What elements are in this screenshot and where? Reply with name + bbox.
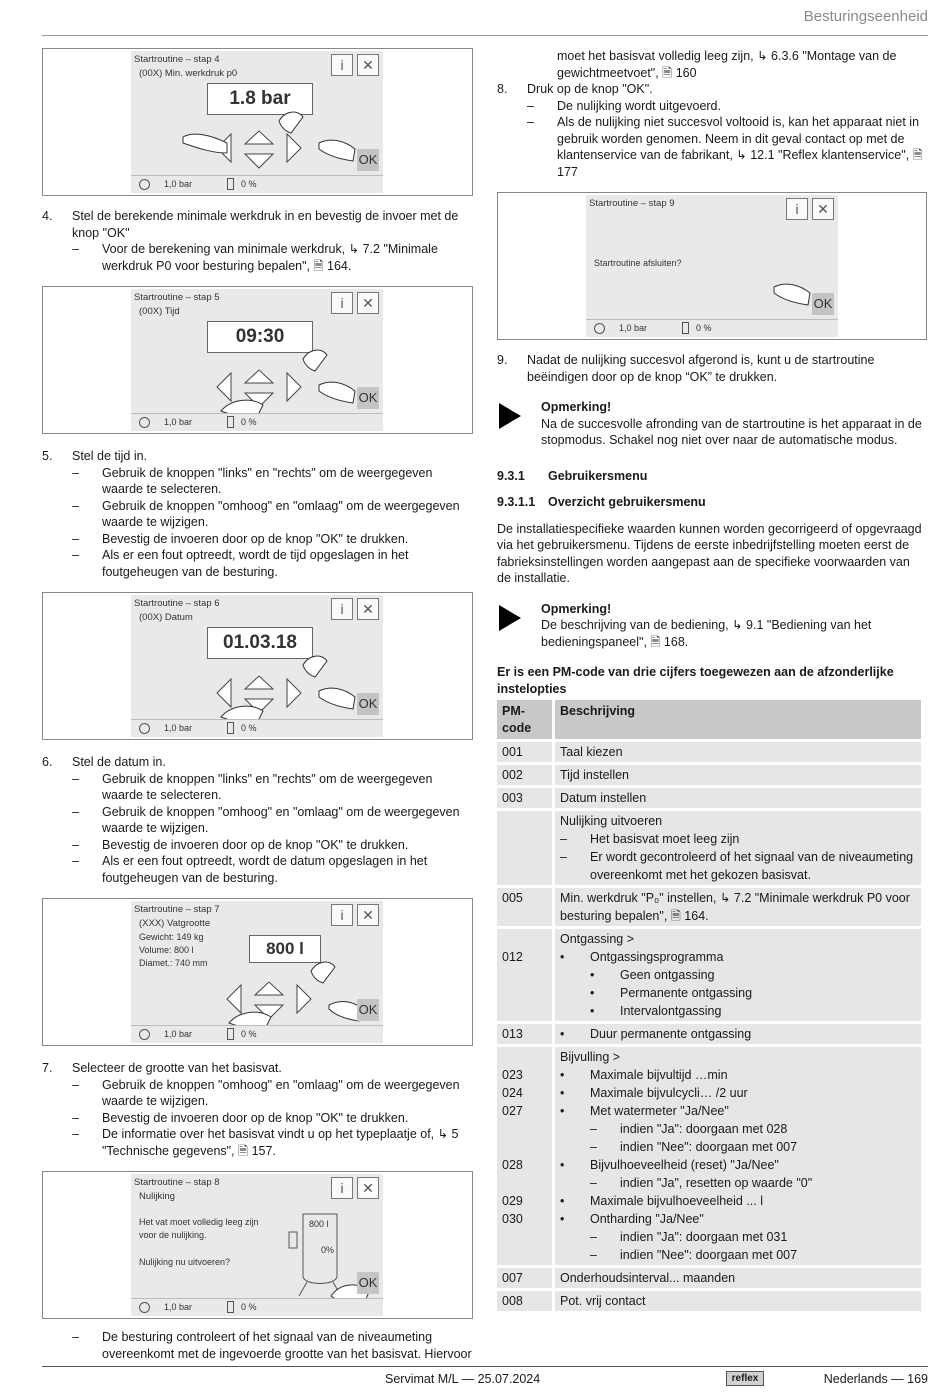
screen-figure-step9 [497, 192, 927, 340]
screen-title: Startroutine – stap 5 [134, 292, 220, 303]
subsection-number: 9.3.1.1 [497, 494, 536, 509]
column-header-description: Beschrijving [555, 700, 921, 739]
display-screen [131, 51, 383, 193]
vessel-illustration-icon [131, 1174, 383, 1316]
list-item: • Ontharding "Ja/Nee" [560, 1212, 704, 1226]
status-bar [131, 1025, 383, 1043]
column-header-code: PM-code [497, 700, 552, 739]
list-item: • Met watermeter "Ja/Nee" [560, 1104, 729, 1118]
navigation-arrows-icon[interactable] [131, 901, 383, 1043]
list-item: • Bijvulhoeveelheid (reset) "Ja/Nee" [560, 1158, 779, 1172]
fill-readout: 0 % [241, 417, 257, 427]
list-item-text: Met watermeter "Ja/Nee" [590, 1104, 729, 1118]
sub-text: Als er een fout optreedt, wordt de datum opgeslagen in het foutgeheugen van de besturing. [102, 854, 428, 885]
status-bar [131, 175, 383, 193]
list-item: – indien "Nee": doorgaan met 007 [590, 1140, 798, 1154]
pressure-readout: 1,0 bar [164, 1302, 193, 1312]
footer-divider [42, 1366, 928, 1367]
vessel-fill-label: 0% [321, 1245, 335, 1255]
info-icon[interactable]: i [331, 1177, 353, 1199]
navigation-arrows-icon[interactable] [131, 51, 383, 193]
list-item-text: Het basisvat moet leeg zijn [590, 832, 740, 846]
step-6-sub-b: – Gebruik de knoppen "omhoog" en "omlaag" om de weergegeven waarde te wijzigen. [72, 804, 460, 835]
screen-subtitle: (00X) Tijd [139, 306, 180, 317]
sub-text: Gebruik de knoppen "links" en "rechts" om de weergegeven waarde te selecteren. [102, 465, 433, 496]
list-item: – Het basisvat moet leeg zijn [560, 832, 740, 846]
note-1 [497, 399, 927, 449]
page-header: Besturingseenheid [803, 8, 928, 25]
table-row [497, 1291, 921, 1311]
step-number: 7. [42, 1061, 53, 1075]
sub-text: Gebruik de knoppen "omhoog" en "omlaag" om de weergegeven waarde te wijzigen. [102, 498, 460, 529]
pressure-readout: 1,0 bar [619, 323, 648, 333]
sub-text: Gebruik de knoppen "omhoog" en "omlaag" om de weergegeven waarde te wijzigen. [102, 804, 460, 835]
section-title: Gebruikersmenu [548, 468, 648, 483]
vessel-weight: Gewicht: 149 kg [139, 932, 204, 942]
list-item: – Er wordt gecontroleerd of het signaal van de niveaumeting overeenkomt met het gekozen basisvat. [560, 850, 914, 882]
list-item-text: indien "Nee": doorgaan met 007 [620, 1248, 798, 1262]
value-field[interactable]: 800 l [249, 935, 321, 963]
step-6-sub-d: – Als er een fout optreedt, wordt de datum opgeslagen in het foutgeheugen van de besturing. [72, 854, 428, 885]
note-arrow-icon [499, 605, 521, 631]
table-row [497, 1268, 921, 1288]
screen-title: Startroutine – stap 6 [134, 598, 220, 609]
pressure-readout: 1,0 bar [164, 723, 193, 733]
pressure-readout: 1,0 bar [164, 179, 193, 189]
step-6-sub-c: – Bevestig de invoeren door op de knop "OK" te drukken. [72, 837, 409, 852]
step-number: 8. [497, 82, 508, 96]
list-item-text: Er wordt gecontroleerd of het signaal van de niveaumeting overeenkomt met het gekozen basisvat. [590, 850, 914, 882]
step-8-sub-b: – Als de nulijking niet succesvol voltooid is, kan het apparaat niet in gebruik worden genomen. Neem in dit geval contact op met de klantenservice van de fabrikant, ↳ 12.1 "Reflex klantenservice", 🗎 177 [527, 115, 923, 179]
step-8-sub-a: – De nulijking wordt uitgevoerd. [527, 98, 721, 113]
table-row [497, 765, 921, 785]
pressure-readout: 1,0 bar [164, 417, 193, 427]
step-7-sub-a: – Gebruik de knoppen "omhoog" en "omlaag" om de weergegeven waarde te wijzigen. [72, 1077, 460, 1108]
pm-description: Tijd instellen [555, 765, 921, 785]
note-2 [497, 601, 927, 651]
vessel-diameter: Diamet.: 740 mm [139, 958, 208, 968]
list-item-text: Maximale bijvulcycli… /2 uur [590, 1086, 748, 1100]
list-item: • Geen ontgassing [590, 968, 715, 982]
sub-text: moet het basisvat volledig leeg zijn, ↳ 6.3.6 "Montage van de gewichtmeetvoet", 🗎 160 [557, 49, 897, 80]
step-text: Nadat de nulijking succesvol afgerond is, kunt u de startroutine beëindigen door op de knop “OK” te drukken. [527, 353, 875, 384]
list-item: • Ontgassingsprogramma [560, 950, 724, 964]
step-text: Selecteer de grootte van het basisvat. [72, 1061, 282, 1075]
pm-code-cell [497, 929, 552, 1021]
sub-text: Gebruik de knoppen "omhoog" en "omlaag" om de weergegeven waarde te wijzigen. [102, 1077, 460, 1108]
step-5-sub-d: – Als er een fout optreedt, wordt de tijd opgeslagen in het foutgeheugen van de besturing. [72, 548, 409, 579]
table-row [497, 1047, 921, 1265]
screen-title: Startroutine – stap 4 [134, 54, 220, 65]
pressure-gauge-icon [594, 323, 605, 334]
sub-text: Gebruik de knoppen "links" en "rechts" om de weergegeven waarde te selecteren. [102, 771, 433, 802]
status-bar [131, 719, 383, 737]
intro-paragraph: De installatiespecifieke waarden kunnen worden gecorrigeerd of opgevraagd via het gebruikersmenu. Tijdens de eerste inbedrijfstelling moeten eerst de fabrieksinstellingen worden aangepast aan de specifieke voorwaarden van de installatie. [497, 521, 922, 585]
pm-code: 013 [497, 1024, 552, 1044]
pm-description: Pot. vrij contact [555, 1291, 921, 1311]
pm-code: 028 [502, 1158, 523, 1172]
fill-readout: 0 % [241, 179, 257, 189]
list-item-text: Maximale bijvulhoeveelheid ... l [590, 1194, 764, 1208]
screen-title: Startroutine – stap 8 [134, 1177, 220, 1188]
vessel-size-label: 800 l [309, 1219, 329, 1229]
pm-code: 002 [497, 765, 552, 785]
fill-level-icon [682, 322, 689, 334]
list-item: – indien "Nee": doorgaan met 007 [590, 1248, 798, 1262]
list-item: • Maximale bijvultijd …min [560, 1068, 728, 1082]
table-row [497, 742, 921, 762]
ok-button[interactable]: OK [357, 387, 379, 409]
pm-code: 007 [497, 1268, 552, 1288]
fill-readout: 0 % [241, 723, 257, 733]
table-row [497, 888, 921, 926]
step-7-sub-c: – De informatie over het basisvat vindt u op het typeplaatje of, ↳ 5 "Technische gegevens", 🗎 157. [72, 1127, 459, 1158]
sub-text: Bevestig de invoeren door op de knop "OK" te drukken. [102, 837, 409, 852]
close-icon[interactable]: ✕ [812, 198, 834, 220]
screen-subtitle: (00X) Min. werkdruk p0 [139, 68, 238, 79]
list-item-text: indien "Nee": doorgaan met 007 [620, 1140, 798, 1154]
screen-subtitle: (XXX) Vatgrootte [139, 918, 211, 929]
note-text: De beschrijving van de bediening, ↳ 9.1 "Bediening van het bedieningspaneel", 🗎 168. [541, 618, 872, 649]
pm-code: 030 [502, 1212, 523, 1226]
item-title: Bijvulling > [560, 1050, 621, 1064]
pm-description: Taal kiezen [555, 742, 921, 762]
screen-title: Startroutine – stap 9 [589, 198, 675, 209]
list-item-text: Geen ontgassing [620, 968, 715, 982]
continued-text [527, 48, 927, 81]
ok-button[interactable]: OK [357, 693, 379, 715]
pm-description [555, 811, 921, 885]
sub-text: Voor de berekening van minimale werkdruk, ↳ 7.2 "Minimale werkdruk P0 voor besturing bepalen", 🗎 164. [102, 242, 438, 273]
brand-logo: reflex [726, 1371, 764, 1386]
step-6 [42, 754, 473, 771]
list-item-text: Ontharding "Ja/Nee" [590, 1212, 704, 1226]
list-item: • Intervalontgassing [590, 1004, 722, 1018]
note-title: Opmerking! [541, 601, 612, 616]
sub-text: De besturing controleert of het signaal van de niveaumeting overeenkomt met de ingevoerde grootte van het basisvat. Hiervoor [102, 1330, 472, 1361]
item-title: Ontgassing > [560, 932, 635, 946]
step-4 [42, 208, 473, 241]
step-number: 5. [42, 449, 53, 463]
pm-code-cell [497, 1047, 552, 1265]
close-icon[interactable]: ✕ [357, 292, 379, 314]
ok-button[interactable]: OK [357, 999, 379, 1021]
status-bar [131, 1298, 383, 1316]
fill-level-icon [227, 1301, 234, 1313]
list-item-text: indien "Ja": doorgaan met 031 [620, 1230, 788, 1244]
pm-code: 029 [502, 1194, 523, 1208]
list-item-text: Ontgassingsprogramma [590, 950, 724, 964]
step-number: 6. [42, 755, 53, 769]
section-number: 9.3.1 [497, 468, 525, 483]
pressure-gauge-icon [139, 179, 150, 190]
screen-figure-step7 [42, 898, 473, 1046]
list-item-text: Duur permanente ontgassing [590, 1027, 752, 1041]
fill-level-icon [227, 416, 234, 428]
list-item-text: indien "Ja", resetten op waarde "0" [620, 1176, 813, 1190]
pm-code: 005 [497, 888, 552, 926]
display-screen [131, 1174, 383, 1316]
pm-code [497, 811, 552, 885]
value-field[interactable]: 09:30 [207, 321, 313, 353]
display-screen [131, 289, 383, 431]
fill-level-icon [227, 178, 234, 190]
value-field[interactable]: 01.03.18 [207, 627, 313, 659]
list-item-text: Intervalontgassing [620, 1004, 722, 1018]
note-arrow-icon [499, 403, 521, 429]
ok-button[interactable]: OK [357, 149, 379, 171]
pm-code: 024 [502, 1086, 523, 1100]
display-screen [586, 195, 838, 337]
footer-page-number: Nederlands — 169 [823, 1372, 928, 1386]
step-5-sub-c: – Bevestig de invoeren door op de knop "OK" te drukken. [72, 531, 409, 546]
navigation-arrows-icon[interactable] [131, 289, 383, 431]
section-heading [497, 469, 927, 483]
step-8 [497, 81, 927, 98]
right-column [497, 48, 927, 1314]
vessel-volume: Volume: 800 l [139, 945, 194, 955]
pressure-gauge-icon [139, 723, 150, 734]
navigation-arrows-icon[interactable] [131, 595, 383, 737]
screen-message-2: voor de nulijking. [139, 1230, 207, 1240]
list-item: – indien "Ja": doorgaan met 031 [590, 1230, 788, 1244]
pm-code-table [494, 697, 924, 1314]
pm-code: 012 [502, 950, 523, 964]
fill-level-icon [227, 1028, 234, 1040]
pressure-gauge-icon [139, 1302, 150, 1313]
step-7 [42, 1060, 473, 1077]
info-icon[interactable]: i [331, 54, 353, 76]
sub-text: De nulijking wordt uitgevoerd. [557, 98, 721, 113]
step-number: 4. [42, 209, 53, 223]
table-row [497, 929, 921, 1021]
pointing-hand-icon [586, 195, 838, 337]
step-5 [42, 448, 473, 465]
pressure-gauge-icon [139, 1029, 150, 1040]
screen-subtitle: (00X) Datum [139, 612, 193, 623]
step-text: Stel de tijd in. [72, 449, 148, 463]
screen-figure-step6 [42, 592, 473, 740]
pm-description [555, 1024, 921, 1044]
screen-question: Startroutine afsluiten? [594, 258, 682, 268]
list-item-text: Permanente ontgassing [620, 986, 753, 1000]
pm-description: Onderhoudsinterval... maanden [555, 1268, 921, 1288]
status-bar [586, 319, 838, 337]
screen-figure-step5 [42, 286, 473, 434]
display-screen [131, 595, 383, 737]
fill-readout: 0 % [241, 1302, 257, 1312]
info-icon[interactable]: i [331, 904, 353, 926]
list-item-text: indien "Ja": doorgaan met 028 [620, 1122, 788, 1136]
subsection-heading [497, 495, 927, 509]
step-5-sub-b: – Gebruik de knoppen "omhoog" en "omlaag" om de weergegeven waarde te wijzigen. [72, 498, 460, 529]
value-field[interactable]: 1.8 bar [207, 83, 313, 115]
list-item: • Permanente ontgassing [590, 986, 753, 1000]
pm-description [555, 929, 921, 1021]
item-title: Nulijking uitvoeren [560, 814, 663, 828]
pm-code: 027 [502, 1104, 523, 1118]
left-column [42, 48, 473, 1362]
sub-text: Als er een fout optreedt, wordt de tijd opgeslagen in het foutgeheugen van de besturing. [102, 548, 409, 579]
ok-button[interactable]: OK [812, 293, 834, 315]
close-icon[interactable]: ✕ [357, 1177, 379, 1199]
screen-question: Nulijking nu uitvoeren? [139, 1257, 231, 1267]
step-7-sub-b: – Bevestig de invoeren door op de knop "OK" te drukken. [72, 1110, 409, 1125]
pm-code: 003 [497, 788, 552, 808]
step-text: Druk op de knop "OK". [527, 82, 653, 96]
table-header-row [497, 700, 921, 739]
screen-message: Het vat moet volledig leeg zijn [139, 1217, 259, 1227]
sub-text: Bevestig de invoeren door op de knop "OK" te drukken. [102, 531, 409, 546]
list-item-text: Bijvulhoeveelheid (reset) "Ja/Nee" [590, 1158, 779, 1172]
pressure-readout: 1,0 bar [164, 1029, 193, 1039]
pressure-gauge-icon [139, 417, 150, 428]
screen-figure-step8 [42, 1171, 473, 1319]
list-item: • Duur permanente ontgassing [560, 1027, 752, 1041]
close-icon[interactable]: ✕ [357, 598, 379, 620]
list-item: – indien "Ja": doorgaan met 028 [590, 1122, 788, 1136]
fill-readout: 0 % [696, 323, 712, 333]
info-icon[interactable]: i [331, 292, 353, 314]
info-icon[interactable]: i [786, 198, 808, 220]
subsection-title: Overzicht gebruikersmenu [548, 494, 706, 509]
sub-text: Als de nulijking niet succesvol voltooid is, kan het apparaat niet in gebruik worden genomen. Neem in dit geval contact op met de klantenservice van de fabrikant, ↳ 12.1 "Reflex klantenservice", 🗎 177 [557, 115, 923, 179]
step-4-sub-a: – Voor de berekening van minimale werkdruk, ↳ 7.2 "Minimale werkdruk P0 voor besturing bepalen", 🗎 164. [72, 242, 438, 273]
screen-title: Startroutine – stap 7 [134, 904, 220, 915]
step-5-sub-a: – Gebruik de knoppen "links" en "rechts" om de weergegeven waarde te selecteren. [72, 465, 433, 496]
step-9 [497, 352, 927, 385]
list-item: • Maximale bijvulhoeveelheid ... l [560, 1194, 764, 1208]
status-bar [131, 413, 383, 431]
close-icon[interactable]: ✕ [357, 54, 379, 76]
list-item: • Maximale bijvulcycli… /2 uur [560, 1086, 748, 1100]
close-icon[interactable]: ✕ [357, 904, 379, 926]
table-row [497, 1024, 921, 1044]
fill-level-icon [227, 722, 234, 734]
step-text: Stel de berekende minimale werkdruk in en bevestig de invoer met de knop "OK" [72, 209, 459, 240]
table-row [497, 788, 921, 808]
ok-button[interactable]: OK [357, 1272, 379, 1294]
sub-text: De informatie over het basisvat vindt u op het typeplaatje of, ↳ 5 "Technische gegevens", 🗎 157. [102, 1127, 459, 1158]
step-text: Stel de datum in. [72, 755, 166, 769]
step-6-sub-a: – Gebruik de knoppen "links" en "rechts" om de weergegeven waarde te selecteren. [72, 771, 433, 802]
display-screen [131, 901, 383, 1043]
header-divider [42, 35, 928, 36]
pm-code: 008 [497, 1291, 552, 1311]
table-intro: Er is een PM-code van drie cijfers toegewezen aan de afzonderlijke instelopties [497, 665, 894, 696]
info-icon[interactable]: i [331, 598, 353, 620]
screen-figure-step4 [42, 48, 473, 196]
step-number: 9. [497, 353, 508, 367]
screen-subtitle: Nulijking [139, 1191, 175, 1202]
footer-product: Servimat M/L — 25.07.2024 [385, 1372, 541, 1386]
note-text: Na de succesvolle afronding van de startroutine is het apparaat in de stopmodus. Schakel nog niet over naar de automatische modus. [541, 416, 922, 447]
pm-description: Datum instellen [555, 788, 921, 808]
fill-readout: 0 % [241, 1029, 257, 1039]
sub-text: Bevestig de invoeren door op de knop "OK" te drukken. [102, 1110, 409, 1125]
pm-code: 001 [497, 742, 552, 762]
step-8-sub-a: – De besturing controleert of het signaal van de niveaumeting overeenkomt met de ingevoerde grootte van het basisvat. Hiervoor [72, 1330, 472, 1361]
pm-description: Min. werkdruk "P₀" instellen, ↳ 7.2 "Minimale werkdruk P0 voor besturing bepalen", 🗎 164. [555, 888, 921, 926]
note-title: Opmerking! [541, 400, 612, 414]
pm-code: 023 [502, 1068, 523, 1082]
list-item-text: Maximale bijvultijd …min [590, 1068, 728, 1082]
pm-description [555, 1047, 921, 1265]
list-item: – indien "Ja", resetten op waarde "0" [590, 1176, 813, 1190]
table-row [497, 811, 921, 885]
